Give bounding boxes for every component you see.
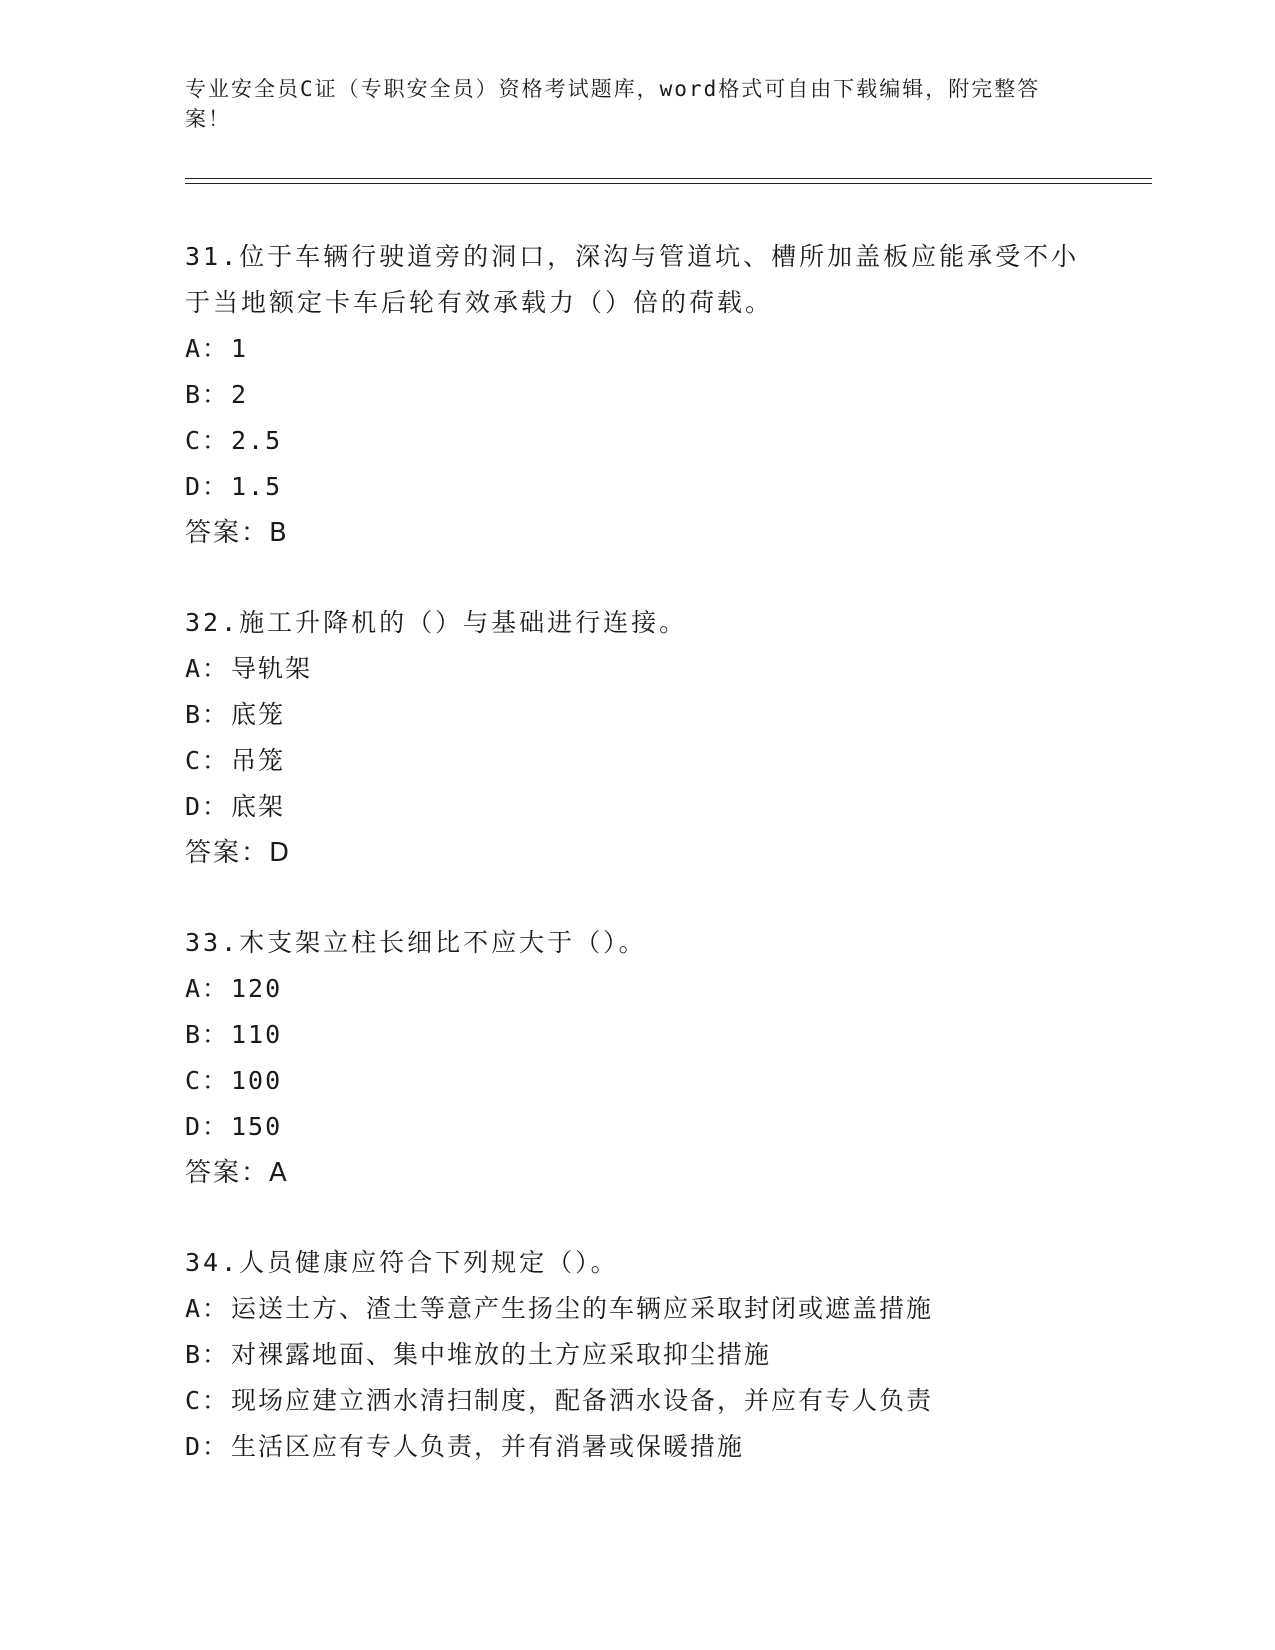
option-value: 对裸露地面、集中堆放的土方应采取抑尘措施 xyxy=(231,1340,772,1369)
option-value: 现场应建立洒水清扫制度，配备洒水设备，并应有专人负责 xyxy=(231,1386,934,1415)
option-a xyxy=(185,966,1085,1012)
answer: 答案：A xyxy=(185,1158,289,1188)
option-c xyxy=(185,418,1085,464)
option-value: 导轨架 xyxy=(231,654,313,683)
option-b xyxy=(185,1012,1085,1058)
answer: 答案：D xyxy=(185,838,292,868)
option-b xyxy=(185,692,1085,738)
question-text: 34.人员健康应符合下列规定（）。 xyxy=(185,1248,619,1277)
option-a xyxy=(185,326,1085,372)
option-b xyxy=(185,1332,1085,1378)
option-c xyxy=(185,1058,1085,1104)
option-a xyxy=(185,646,1085,692)
option-label: A： xyxy=(185,974,230,1003)
option-d xyxy=(185,784,1085,830)
option-label: B： xyxy=(185,380,230,409)
question-32 xyxy=(185,600,1085,876)
option-label: C： xyxy=(185,426,230,455)
option-label: D： xyxy=(185,1432,230,1461)
document-header: 专业安全员C证（专职安全员）资格考试题库，word格式可自由下载编辑，附完整答案！ xyxy=(185,77,1041,131)
option-value: 吊笼 xyxy=(231,746,286,775)
option-label: A： xyxy=(185,334,230,363)
option-value: 1.5 xyxy=(231,472,283,501)
option-value: 2.5 xyxy=(231,426,283,455)
option-label: A： xyxy=(185,1294,230,1323)
question-text: 32.施工升降机的（）与基础进行连接。 xyxy=(185,608,688,637)
option-label: D： xyxy=(185,472,230,501)
option-c xyxy=(185,1378,1085,1424)
option-value: 2 xyxy=(231,380,249,409)
option-label: C： xyxy=(185,1386,230,1415)
option-c xyxy=(185,738,1085,784)
option-d xyxy=(185,1424,1085,1470)
option-a xyxy=(185,1286,1085,1332)
option-value: 运送土方、渣土等意产生扬尘的车辆应采取封闭或遮盖措施 xyxy=(231,1294,934,1323)
option-value: 100 xyxy=(231,1066,283,1095)
header-divider-top xyxy=(185,178,1152,179)
question-text: 33.木支架立柱长细比不应大于（）。 xyxy=(185,928,647,957)
option-label: B： xyxy=(185,700,230,729)
option-label: B： xyxy=(185,1340,230,1369)
option-label: C： xyxy=(185,1066,230,1095)
option-value: 生活区应有专人负责，并有消暑或保暖措施 xyxy=(231,1432,745,1461)
option-value: 底架 xyxy=(231,792,286,821)
option-value: 1 xyxy=(231,334,249,363)
option-d xyxy=(185,1104,1085,1150)
option-value: 120 xyxy=(231,974,283,1003)
question-31 xyxy=(185,234,1085,556)
question-34 xyxy=(185,1240,1085,1470)
option-label: C： xyxy=(185,746,230,775)
option-label: A： xyxy=(185,654,230,683)
option-label: B： xyxy=(185,1020,230,1049)
option-d xyxy=(185,464,1085,510)
header-divider-bottom xyxy=(185,183,1152,184)
answer: 答案：B xyxy=(185,518,289,548)
option-value: 110 xyxy=(231,1020,283,1049)
option-value: 底笼 xyxy=(231,700,286,729)
option-label: D： xyxy=(185,792,230,821)
option-label: D： xyxy=(185,1112,230,1141)
option-b xyxy=(185,372,1085,418)
option-value: 150 xyxy=(231,1112,283,1141)
question-33 xyxy=(185,920,1085,1196)
question-text: 31.位于车辆行驶道旁的洞口，深沟与管道坑、槽所加盖板应能承受不小于当地额定卡车后轮有效承载力（）倍的荷载。 xyxy=(185,242,1080,317)
